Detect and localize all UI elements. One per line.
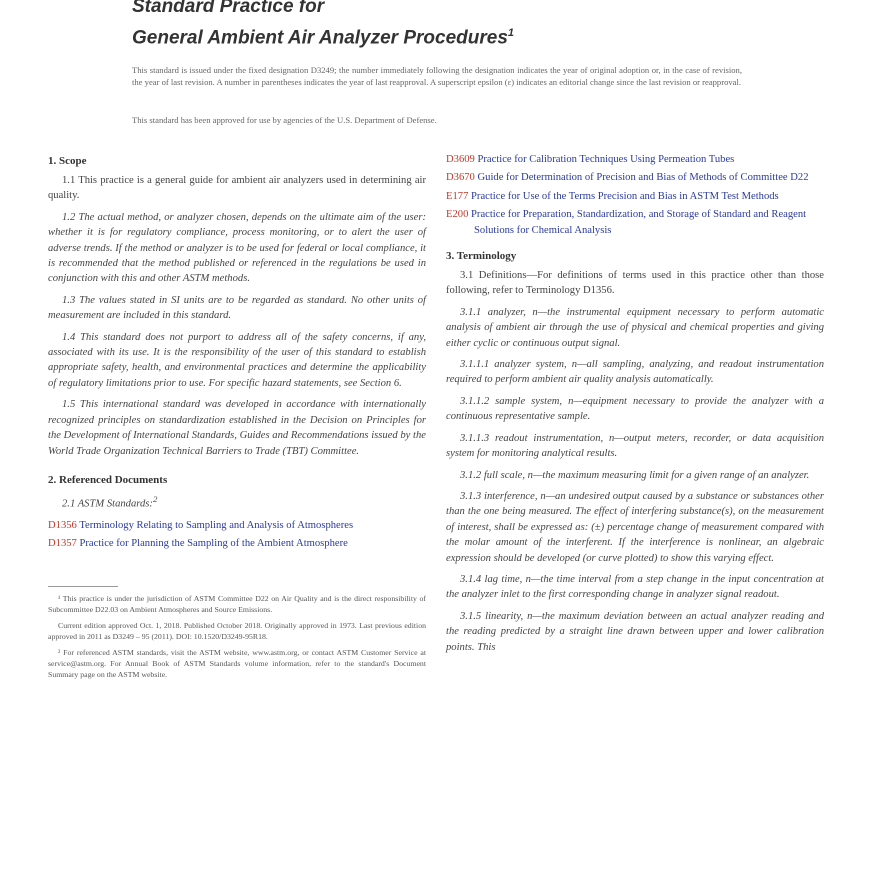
reference-title: Guide for Determination of Precision and Bias of Methods of Committee D22 — [477, 172, 809, 184]
reference-link[interactable] — [446, 189, 824, 204]
designation-notice: This standard is issued under the fixed designation D3249; the number immediately following the designation indicates the year of original adoption or, in the case of revision, the year of last revision. A number in parentheses indicates the year of last reapproval. A superscript epsilon (ε) indicates an editorial change since the last revision or reapproval. — [132, 65, 742, 87]
reference-link[interactable] — [48, 518, 426, 533]
footnote-mark-2: 2 — [152, 493, 158, 504]
reference-code: E177 — [446, 190, 469, 202]
paragraph-3-1-2: 3.1.2 full scale, n—the maximum measuring limit for a given range of an analyzer. — [460, 469, 810, 481]
document-title: General Ambient Air Analyzer Procedures — [132, 27, 508, 49]
paragraph-3-1-1-2: 3.1.1.2 sample system, n—equipment necessary to provide the analyzer with a continuous representative sample. — [446, 395, 824, 423]
paragraph-3-1-1: 3.1.1 analyzer, n—the instrumental equipment necessary to perform automatic analysis of ambient air through the use of physical and chemical properties and giving either cyclic or continuous output signal. — [446, 306, 824, 349]
left-column — [48, 154, 426, 685]
footnote-edition: Current edition approved Oct. 1, 2018. Published October 2018. Originally approved in 1973. Last previous edition approved in 2011 as D3249 – 95 (2011). DOI: 10.1520/D3249-95R18. — [48, 620, 426, 641]
reference-code: D3609 — [446, 154, 475, 165]
astm-standards-label: 2.1 ASTM Standards: — [62, 498, 153, 510]
title-footnote-mark: 1 — [507, 27, 515, 39]
footnote-2: ² For referenced ASTM standards, visit the ASTM website, www.astm.org, or contact ASTM Customer Service at service@astm.org. For Annual Book of ASTM Standards volume information, refer to the standard's Document Summary page on the ASTM website. — [48, 647, 426, 679]
paragraph-3-1-1-1: 3.1.1.1 analyzer system, n—all sampling, analyzing, and readout instrumentation required to perform ambient air quality analysis automatically. — [446, 359, 824, 386]
paragraph-1-4: 1.4 This standard does not purport to address all of the safety concerns, if any, associated with its use. It is the responsibility of the user of this standard to establish appropriate safety, health, and environmental practices and determine the applicability of regulatory limitations prior to use. For specific hazard statements, see Section 6. — [48, 331, 426, 389]
section-heading-scope: 1. Scope — [48, 155, 87, 167]
reference-link[interactable] — [446, 207, 824, 238]
footnote-divider — [48, 586, 118, 587]
title-line-2 — [132, 20, 772, 51]
reference-title: Practice for Planning the Sampling of the Ambient Atmosphere — [79, 538, 348, 550]
paragraph-1-2: 1.2 The actual method, or analyzer chosen, depends on the ultimate aim of the user: whether it is for regulatory compliance, process monitoring, or to alert the user of adverse trends. If the method or analyzer is to be used for federal or local compliance, it is recommended that the method published or referenced in the regulations be used in conjunction with this and other ASTM methods. — [48, 211, 426, 285]
title-line-1: Standard Practice for — [132, 0, 325, 17]
paragraph-1-5: 1.5 This international standard was developed in accordance with internationally recognized principles on standardization established in the Decision on Principles for the Development of International Standards, Guides and Recommendations issued by the World Trade Organization Technical Barriers to Trade (TBT) Committee. — [48, 399, 426, 457]
paragraph-2-1 — [48, 492, 426, 512]
reference-code: E200 — [446, 209, 469, 221]
reference-link[interactable] — [446, 152, 824, 167]
reference-code: D3670 — [446, 172, 475, 184]
defense-approval-notice: This standard has been approved for use by agencies of the U.S. Department of Defense. — [132, 115, 437, 125]
paragraph-3-1-5: 3.1.5 linearity, n—the maximum deviation between an actual analyzer reading and the reading predicted by a straight line drawn between upper and lower calibration points. This — [446, 610, 824, 653]
paragraph-3-1: 3.1 Definitions—For definitions of terms used in this practice other than those following, refer to Terminology D1356. — [446, 270, 824, 297]
section-heading-terminology: 3. Terminology — [446, 250, 517, 263]
reference-title: Practice for Preparation, Standardization, and Storage of Standard and Reagent Solutions for Chemical Analysis — [471, 209, 807, 236]
reference-link[interactable] — [48, 536, 426, 551]
reference-code: D1357 — [48, 538, 77, 550]
reference-title: Practice for Calibration Techniques Using Permeation Tubes — [477, 154, 735, 165]
paragraph-1-3: 1.3 The values stated in SI units are to be regarded as standard. No other units of measurement are included in this standard. — [48, 294, 426, 322]
paragraph-3-1-4: 3.1.4 lag time, n—the time interval from a step change in the input concentration at the analyzer inlet to the first corresponding change in analyzer signal readout. — [446, 573, 824, 601]
paragraph-1-1: 1.1 This practice is a general guide for ambient air analyzers used in determining air quality. — [48, 175, 426, 202]
reference-link[interactable] — [446, 170, 824, 185]
section-heading-referenced-documents: 2. Referenced Documents — [48, 473, 168, 486]
paragraph-3-1-3: 3.1.3 interference, n—an undesired output caused by a substance or substances other than the one being measured. The effect of interfering substance(s), on the measurement of interest, shall be expressed as: (±) percentage change of measurement compared with the molar amount of the interferent. If the interference is nonlinear, an algebraic expression should be developed (or curve plotted) to show this varying effect. — [446, 490, 824, 564]
reference-title: Terminology Relating to Sampling and Analysis of Atmospheres — [79, 519, 354, 531]
reference-code: D1356 — [48, 519, 77, 531]
right-column — [446, 152, 824, 661]
reference-title: Practice for Use of the Terms Precision and Bias in ASTM Test Methods — [471, 190, 779, 202]
title-block — [132, 0, 772, 51]
footnote-1: ¹ This practice is under the jurisdiction of ASTM Committee D22 on Air Quality and is the direct responsibility of Subcommittee D22.03 on Ambient Atmospheres and Source Emissions. — [48, 593, 426, 614]
paragraph-3-1-1-3: 3.1.1.3 readout instrumentation, n—output meters, recorder, or data acquisition system for monitoring analytical results. — [446, 432, 824, 460]
